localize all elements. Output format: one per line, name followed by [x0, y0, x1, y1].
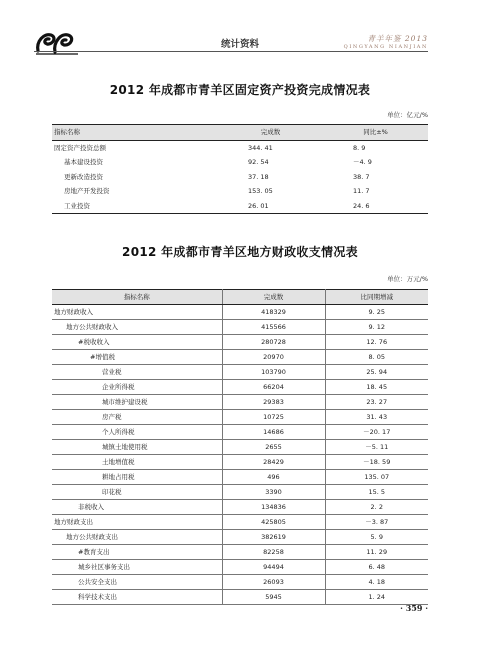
table1-body	[52, 140, 428, 214]
row-change-cell: 11. 29	[325, 545, 428, 560]
row-name-cell: 工业投资	[52, 199, 218, 214]
table2-unit: 单位：万元/%	[387, 275, 428, 283]
fixed-asset-investment-table	[52, 124, 428, 214]
row-value-cell: 5945	[222, 590, 325, 605]
row-name-cell: 企业所得税	[52, 380, 222, 395]
row-value-cell: 2655	[222, 440, 325, 455]
table-row	[52, 395, 428, 410]
running-header-brand	[344, 35, 428, 50]
row-change-cell: 9. 12	[325, 320, 428, 335]
row-value-cell: 153. 05	[248, 187, 273, 195]
table-row	[52, 530, 428, 545]
row-change-cell: 8. 9	[353, 143, 366, 152]
row-value-cell: 382619	[222, 530, 325, 545]
table-row	[52, 335, 428, 350]
row-change-cell: －4. 9	[353, 158, 372, 166]
row-change-cell: 9. 25	[325, 305, 428, 320]
row-name-cell: 营业税	[52, 365, 222, 380]
column-header-value: 完成数	[222, 290, 325, 305]
row-value-cell: 37. 18	[248, 172, 269, 181]
row-change-cell: 24. 6	[323, 199, 428, 214]
row-value-cell: 29383	[222, 395, 325, 410]
table1-title: 2012 年成都市青羊区固定资产投资完成情况表	[109, 83, 371, 97]
row-name-cell: 个人所得税	[52, 425, 222, 440]
column-header-name: 指标名称	[52, 125, 218, 141]
row-value-cell: 10725	[222, 410, 325, 425]
row-name-cell: 公共安全支出	[52, 575, 222, 590]
table-row	[52, 470, 428, 485]
table2-title: 2012 年成都市青羊区地方财政收支情况表	[122, 245, 358, 259]
row-change-cell: 31. 43	[325, 410, 428, 425]
row-change-cell: 15. 5	[325, 485, 428, 500]
header-rule	[34, 51, 428, 52]
row-name-cell: #教育支出	[52, 545, 222, 560]
row-value-cell: 28429	[222, 455, 325, 470]
table-row	[52, 560, 428, 575]
row-name-cell: 地方公共财政收入	[52, 320, 222, 335]
table-row	[52, 575, 428, 590]
table1-unit: 单位：亿元/%	[387, 111, 428, 119]
row-value-cell: 26. 01	[218, 199, 323, 214]
row-change-cell: 23. 27	[325, 395, 428, 410]
row-value-cell: 134836	[222, 500, 325, 515]
table-row	[52, 199, 428, 214]
row-name-cell: 地方公共财政支出	[52, 530, 222, 545]
table-row	[52, 184, 428, 199]
row-change-cell: －20. 17	[325, 425, 428, 440]
row-name-cell: 科学技术支出	[52, 590, 222, 605]
row-value-cell: 415566	[222, 320, 325, 335]
row-value-cell: 103790	[222, 365, 325, 380]
row-value-cell: 418329	[222, 305, 325, 320]
table-row	[52, 500, 428, 515]
row-name-cell: 地方财政收入	[52, 305, 222, 320]
column-header-change: 比同期增减	[325, 290, 428, 305]
row-change-cell: 11. 7	[353, 187, 370, 195]
row-value-cell: 280728	[222, 335, 325, 350]
row-change-cell: 1. 24	[325, 590, 428, 605]
row-name-cell: 固定资产投资总额	[54, 143, 106, 152]
row-name-cell: 土地增值税	[52, 455, 222, 470]
table-row	[52, 455, 428, 470]
row-value-cell: 82258	[222, 545, 325, 560]
row-name-cell: #增值税	[52, 350, 222, 365]
row-name-cell: 房地产开发投资	[64, 187, 110, 195]
row-name-cell: 更新改造投资	[64, 172, 103, 181]
row-name-cell: #税收收入	[52, 335, 222, 350]
row-name-cell: 耕地占用税	[52, 470, 222, 485]
table-row	[52, 365, 428, 380]
row-name-cell: 房产税	[52, 410, 222, 425]
row-change-cell: －5. 11	[325, 440, 428, 455]
table-row	[52, 545, 428, 560]
row-value-cell: 496	[222, 470, 325, 485]
row-change-cell: －3. 87	[325, 515, 428, 530]
row-value-cell: 66204	[222, 380, 325, 395]
row-change-cell: 18. 45	[325, 380, 428, 395]
row-change-cell: 135. 07	[325, 470, 428, 485]
section-label: 统计资料	[220, 39, 259, 50]
column-header-name: 指标名称	[52, 290, 222, 305]
row-change-cell: －18. 59	[325, 455, 428, 470]
row-change-cell: 25. 94	[325, 365, 428, 380]
row-name-cell: 非税收入	[52, 500, 222, 515]
table-row	[52, 485, 428, 500]
table-header-row	[52, 125, 428, 141]
table2-body	[52, 305, 428, 605]
row-change-cell: 5. 9	[325, 530, 428, 545]
brand-pinyin: QINGYANG NIANJIAN	[343, 43, 428, 50]
table-row	[52, 305, 428, 320]
row-name-cell: 城镇土地使用税	[52, 440, 222, 455]
table-header-row	[52, 290, 428, 305]
row-value-cell: 425805	[222, 515, 325, 530]
row-name-cell: 城市维护建设税	[52, 395, 222, 410]
row-value-cell: 94494	[222, 560, 325, 575]
row-value-cell: 344. 41	[248, 143, 273, 152]
table-row	[52, 320, 428, 335]
row-name-cell: 地方财政支出	[52, 515, 222, 530]
row-change-cell: 4. 18	[325, 575, 428, 590]
row-value-cell: 92. 54	[248, 158, 269, 166]
row-change-cell: 2. 2	[325, 500, 428, 515]
row-name-cell: 城乡社区事务支出	[52, 560, 222, 575]
row-change-cell: 6. 48	[325, 560, 428, 575]
table-row	[52, 170, 428, 185]
row-value-cell: 14686	[222, 425, 325, 440]
row-value-cell: 26093	[222, 575, 325, 590]
row-value-cell: 20970	[222, 350, 325, 365]
column-header-change: 同比±%	[323, 125, 428, 141]
table-row	[52, 440, 428, 455]
row-name-cell: 基本建设投资	[64, 158, 103, 166]
row-change-cell: 38. 7	[353, 172, 370, 181]
table-row	[52, 590, 428, 605]
row-change-cell: 8. 05	[325, 350, 428, 365]
table-row	[52, 155, 428, 170]
table-row	[52, 410, 428, 425]
table-row	[52, 140, 428, 155]
page-number: · 359 ·	[400, 603, 428, 613]
table-row	[52, 380, 428, 395]
row-change-cell: 12. 76	[325, 335, 428, 350]
local-finance-table	[52, 289, 428, 605]
table-row	[52, 425, 428, 440]
table-row	[52, 515, 428, 530]
table-row	[52, 350, 428, 365]
row-name-cell: 印花税	[52, 485, 222, 500]
brand-chinese: 青羊年鉴 2013	[367, 34, 428, 43]
column-header-value: 完成数	[218, 125, 323, 141]
row-value-cell: 3390	[222, 485, 325, 500]
